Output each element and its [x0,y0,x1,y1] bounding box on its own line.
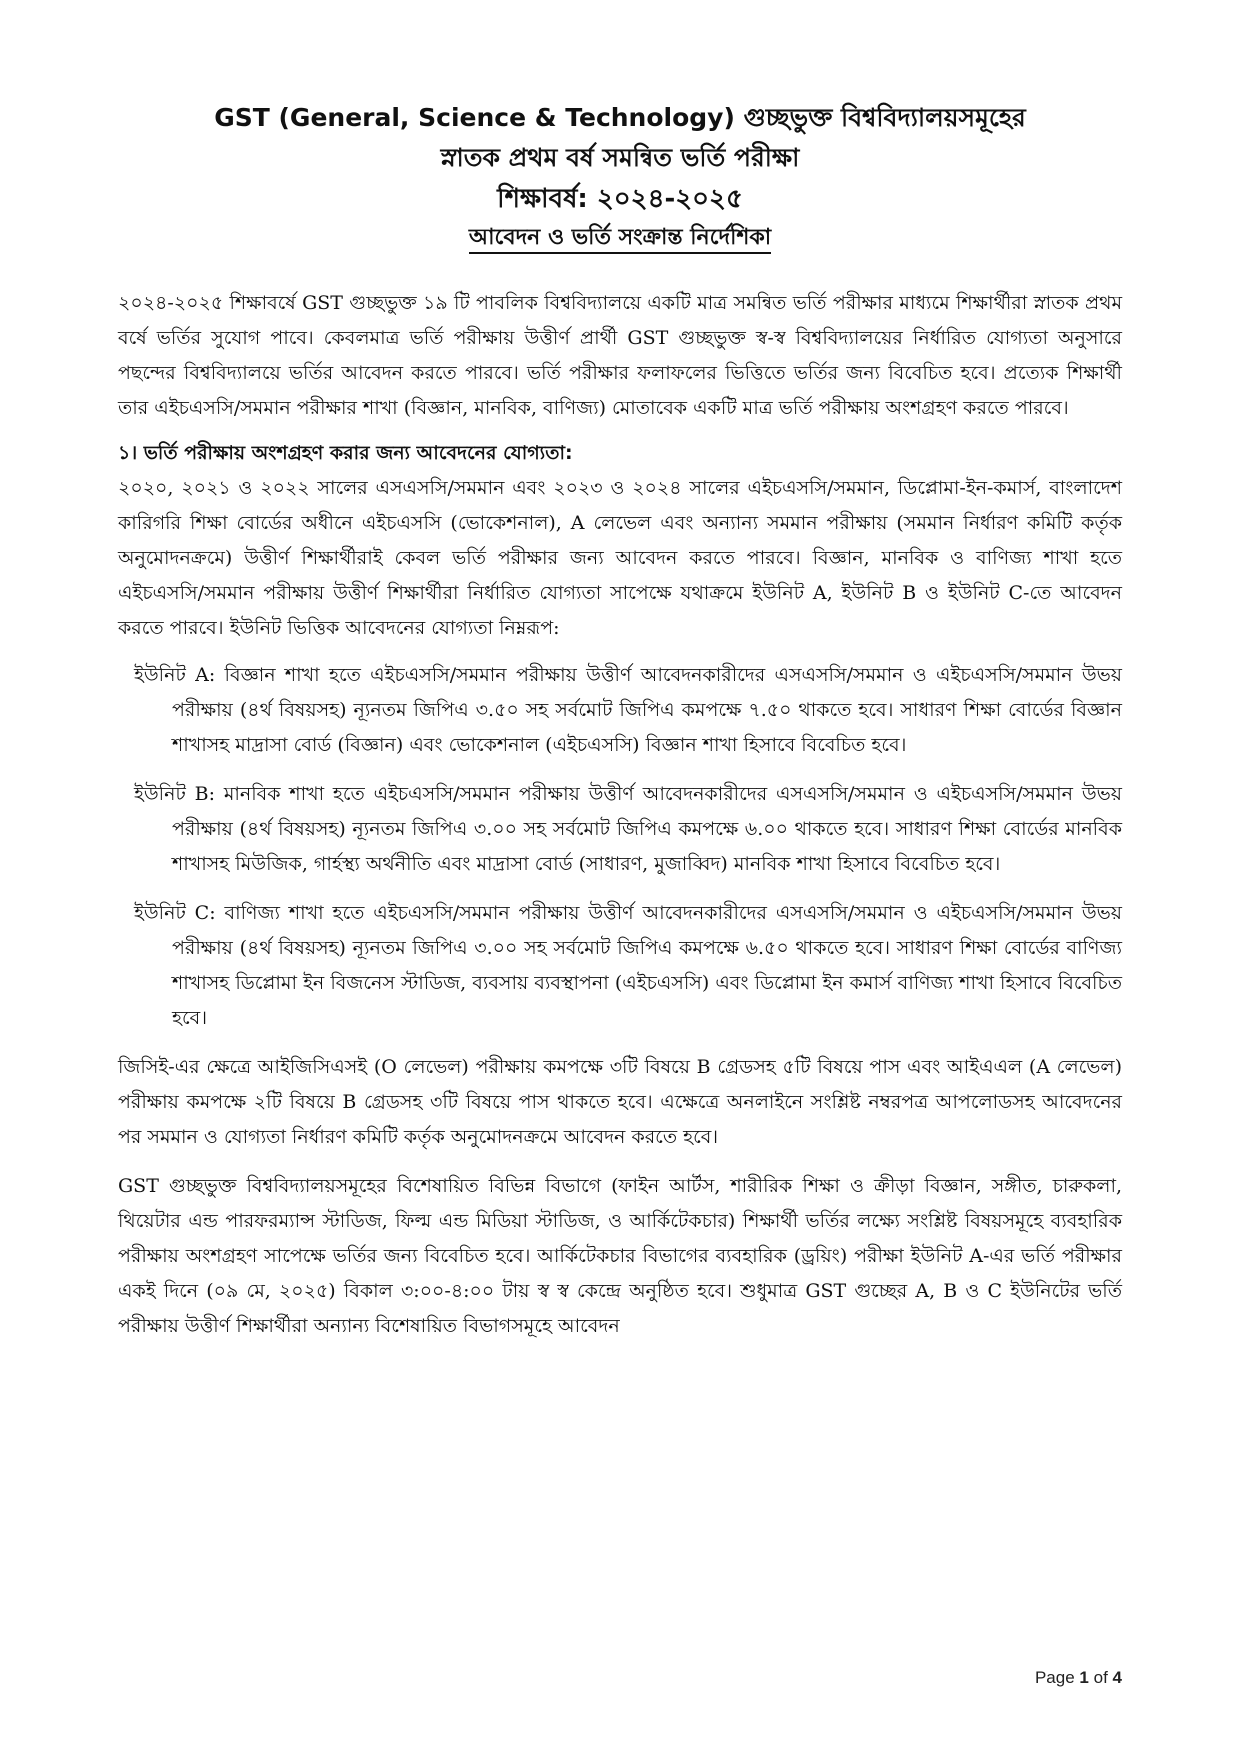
page-number [1035,1668,1122,1688]
intro-paragraph: ২০২৪-২০২৫ শিক্ষাবর্ষে GST গুচ্ছভুক্ত ১৯ টি পাবলিক বিশ্ববিদ্যালয়ে একটি মাত্র সমন্বিত ভর্তি পরীক্ষার মাধ্যমে শিক্ষার্থীরা স্নাতক প্রথম বর্ষে ভর্তির সুযোগ পাবে। কেবলমাত্র ভর্তি পরীক্ষায় উত্তীর্ণ প্রার্থী GST গুচ্ছভুক্ত স্ব-স্ব বিশ্ববিদ্যালয়ের নির্ধারিত যোগ্যতা অনুসারে পছন্দের বিশ্ববিদ্যালয়ে ভর্তির আবেদন করতে পারবে। ভর্তি পরীক্ষার ফলাফলের ভিত্তিতে ভর্তির জন্য বিবেচিত হবে। প্রত্যেক শিক্ষার্থী তার এইচএসসি/সমমান পরীক্ষার শাখা (বিজ্ঞান, মানবিক, বাণিজ্য) মোতাবেক একটি মাত্র ভর্তি পরীক্ষায় অংশগ্রহণ করতে পারবে। [118,292,1122,419]
page-of: of [1093,1668,1108,1687]
gce-paragraph: জিসিই-এর ক্ষেত্রে আইজিসিএসই (O লেভেল) পরীক্ষায় কমপক্ষে ৩টি বিষয়ে B গ্রেডসহ ৫টি বিষয়ে পাস এবং আইএএল (A লেভেল) পরীক্ষায় কমপক্ষে ২টি বিষয়ে B গ্রেডসহ ৩টি বিষয়ে পাস থাকতে হবে। এক্ষেত্রে অনলাইনে সংশ্লিষ্ট নম্বরপত্র আপলোডসহ আবেদনের পর সমমান ও যোগ্যতা নির্ধারণ কমিটি কর্তৃক অনুমোদনক্রমে আবেদন করতে হবে। [118,1056,1122,1148]
unit-a-text: ইউনিট A: বিজ্ঞান শাখা হতে এইচএসসি/সমমান পরীক্ষায় উত্তীর্ণ আবেদনকারীদের এসএসসি/সমমান ও এইচএসসি/সমমান উভয় পরীক্ষায় (৪র্থ বিষয়সহ) ন্যূনতম জিপিএ ৩.৫০ সহ সর্বমোট জিপিএ কমপক্ষে ৭.৫০ থাকতে হবে। সাধারণ শিক্ষা বোর্ডের বিজ্ঞান শাখাসহ মাদ্রাসা বোর্ড (বিজ্ঞান) এবং ভোকেশনাল (এইচএসসি) বিজ্ঞান শাখা হিসাবে বিবেচিত হবে। [134,664,1122,756]
page-current: 1 [1079,1668,1089,1687]
page-prefix: Page [1034,1668,1075,1687]
eligibility-paragraph: ২০২০, ২০২১ ও ২০২২ সালের এসএসসি/সমমান এবং ২০২৩ ও ২০২৪ সালের এইচএসসি/সমমান, ডিপ্লোমা-ইন-কমার্স, বাংলাদেশ কারিগরি শিক্ষা বোর্ডের অধীনে এইচএসসি (ভোকেশনাল), A লেভেল এবং অন্যান্য সমমান পরীক্ষায় (সমমান নির্ধারণ কমিটি কর্তৃক অনুমোদনক্রমে) উত্তীর্ণ শিক্ষার্থীরাই কেবল ভর্তি পরীক্ষার জন্য আবেদন করতে পারবে। বিজ্ঞান, মানবিক ও বাণিজ্য শাখা হতে এইচএসসি/সমমান পরীক্ষায় উত্তীর্ণ শিক্ষার্থীরা নির্ধারিত যোগ্যতা সাপেক্ষে যথাক্রমে ইউনিট A, ইউনিট B ও ইউনিট C-তে আবেদন করতে পারবে। ইউনিট ভিত্তিক আবেদনের যোগ্যতা নিম্নরূপ: [118,477,1122,639]
title-line-2: স্নাতক প্রথম বর্ষ সমন্বিত ভর্তি পরীক্ষা [440,143,800,172]
title-line-1: GST (General, Science & Technology) গুচ্ছভুক্ত বিশ্ববিদ্যালয়সমূহের [214,103,1026,132]
special-departments-paragraph: GST গুচ্ছভুক্ত বিশ্ববিদ্যালয়সমূহের বিশেষায়িত বিভিন্ন বিভাগে (ফাইন আর্টস, শারীরিক শিক্ষা ও ক্রীড়া বিজ্ঞান, সঙ্গীত, চারুকলা, থিয়েটার এন্ড পারফরম্যান্স স্টাডিজ, ফিল্ম এন্ড মিডিয়া স্টাডিজ, ও আর্কিটেকচার) শিক্ষার্থী ভর্তির লক্ষ্যে সংশ্লিষ্ট বিষয়সমূহে ব্যবহারিক পরীক্ষায় অংশগ্রহণ সাপেক্ষে ভর্তির জন্য বিবেচিত হবে। আর্কিটেকচার বিভাগের ব্যবহারিক (ড্রয়িং) পরীক্ষা ইউনিট A-এর ভর্তি পরীক্ষার একই দিনে (০৯ মে, ২০২৫) বিকাল ৩:০০-৪:০০ টায় স্ব স্ব কেন্দ্রে অনুষ্ঠিত হবে। শুধুমাত্র GST গুচ্ছের A, B ও C ইউনিটের ভর্তি পরীক্ষায় উত্তীর্ণ শিক্ষার্থীরা অন্যান্য বিশেষায়িত বিভাগসমূহে আবেদন [118,1175,1122,1337]
unit-b-text: ইউনিট B: মানবিক শাখা হতে এইচএসসি/সমমান পরীক্ষায় উত্তীর্ণ আবেদনকারীদের এসএসসি/সমমান ও এইচএসসি/সমমান উভয় পরীক্ষায় (৪র্থ বিষয়সহ) ন্যূনতম জিপিএ ৩.০০ সহ সর্বমোট জিপিএ কমপক্ষে ৬.০০ থাকতে হবে। সাধারণ শিক্ষা বোর্ডের মানবিক শাখাসহ মিউজিক, গার্হস্থ্য অর্থনীতি এবং মাদ্রাসা বোর্ড (সাধারণ, মুজাব্বিদ) মানবিক শাখা হিসাবে বিবেচিত হবে। [134,783,1122,875]
document-header [0,98,1240,256]
guideline-heading-text: আবেদন ও ভর্তি সংক্রান্ত নির্দেশিকা [469,225,771,254]
academic-year: শিক্ষাবর্ষ: ২০২৪-২০২৫ [497,184,743,214]
guideline-heading [0,220,1240,256]
unit-c-block [134,896,1122,1036]
page-total: 4 [1112,1668,1122,1687]
section-1-heading: ১। ভর্তি পরীক্ষায় অংশগ্রহণ করার জন্য আবেদনের যোগ্যতা: [118,442,573,464]
unit-b-block [134,777,1122,882]
unit-a-block [134,658,1122,763]
document-body [118,286,1122,1344]
unit-c-text: ইউনিট C: বাণিজ্য শাখা হতে এইচএসসি/সমমান পরীক্ষায় উত্তীর্ণ আবেদনকারীদের এসএসসি/সমমান ও এইচএসসি/সমমান উভয় পরীক্ষায় (৪র্থ বিষয়সহ) ন্যূনতম জিপিএ ৩.০০ সহ সর্বমোট জিপিএ কমপক্ষে ৬.৫০ থাকতে হবে। সাধারণ শিক্ষা বোর্ডের বাণিজ্য শাখাসহ ডিপ্লোমা ইন বিজনেস স্টাডিজ, ব্যবসায় ব্যবস্থাপনা (এইচএসসি) এবং ডিপ্লোমা ইন কমার্স বাণিজ্য শাখা হিসাবে বিবেচিত হবে। [134,902,1122,1029]
